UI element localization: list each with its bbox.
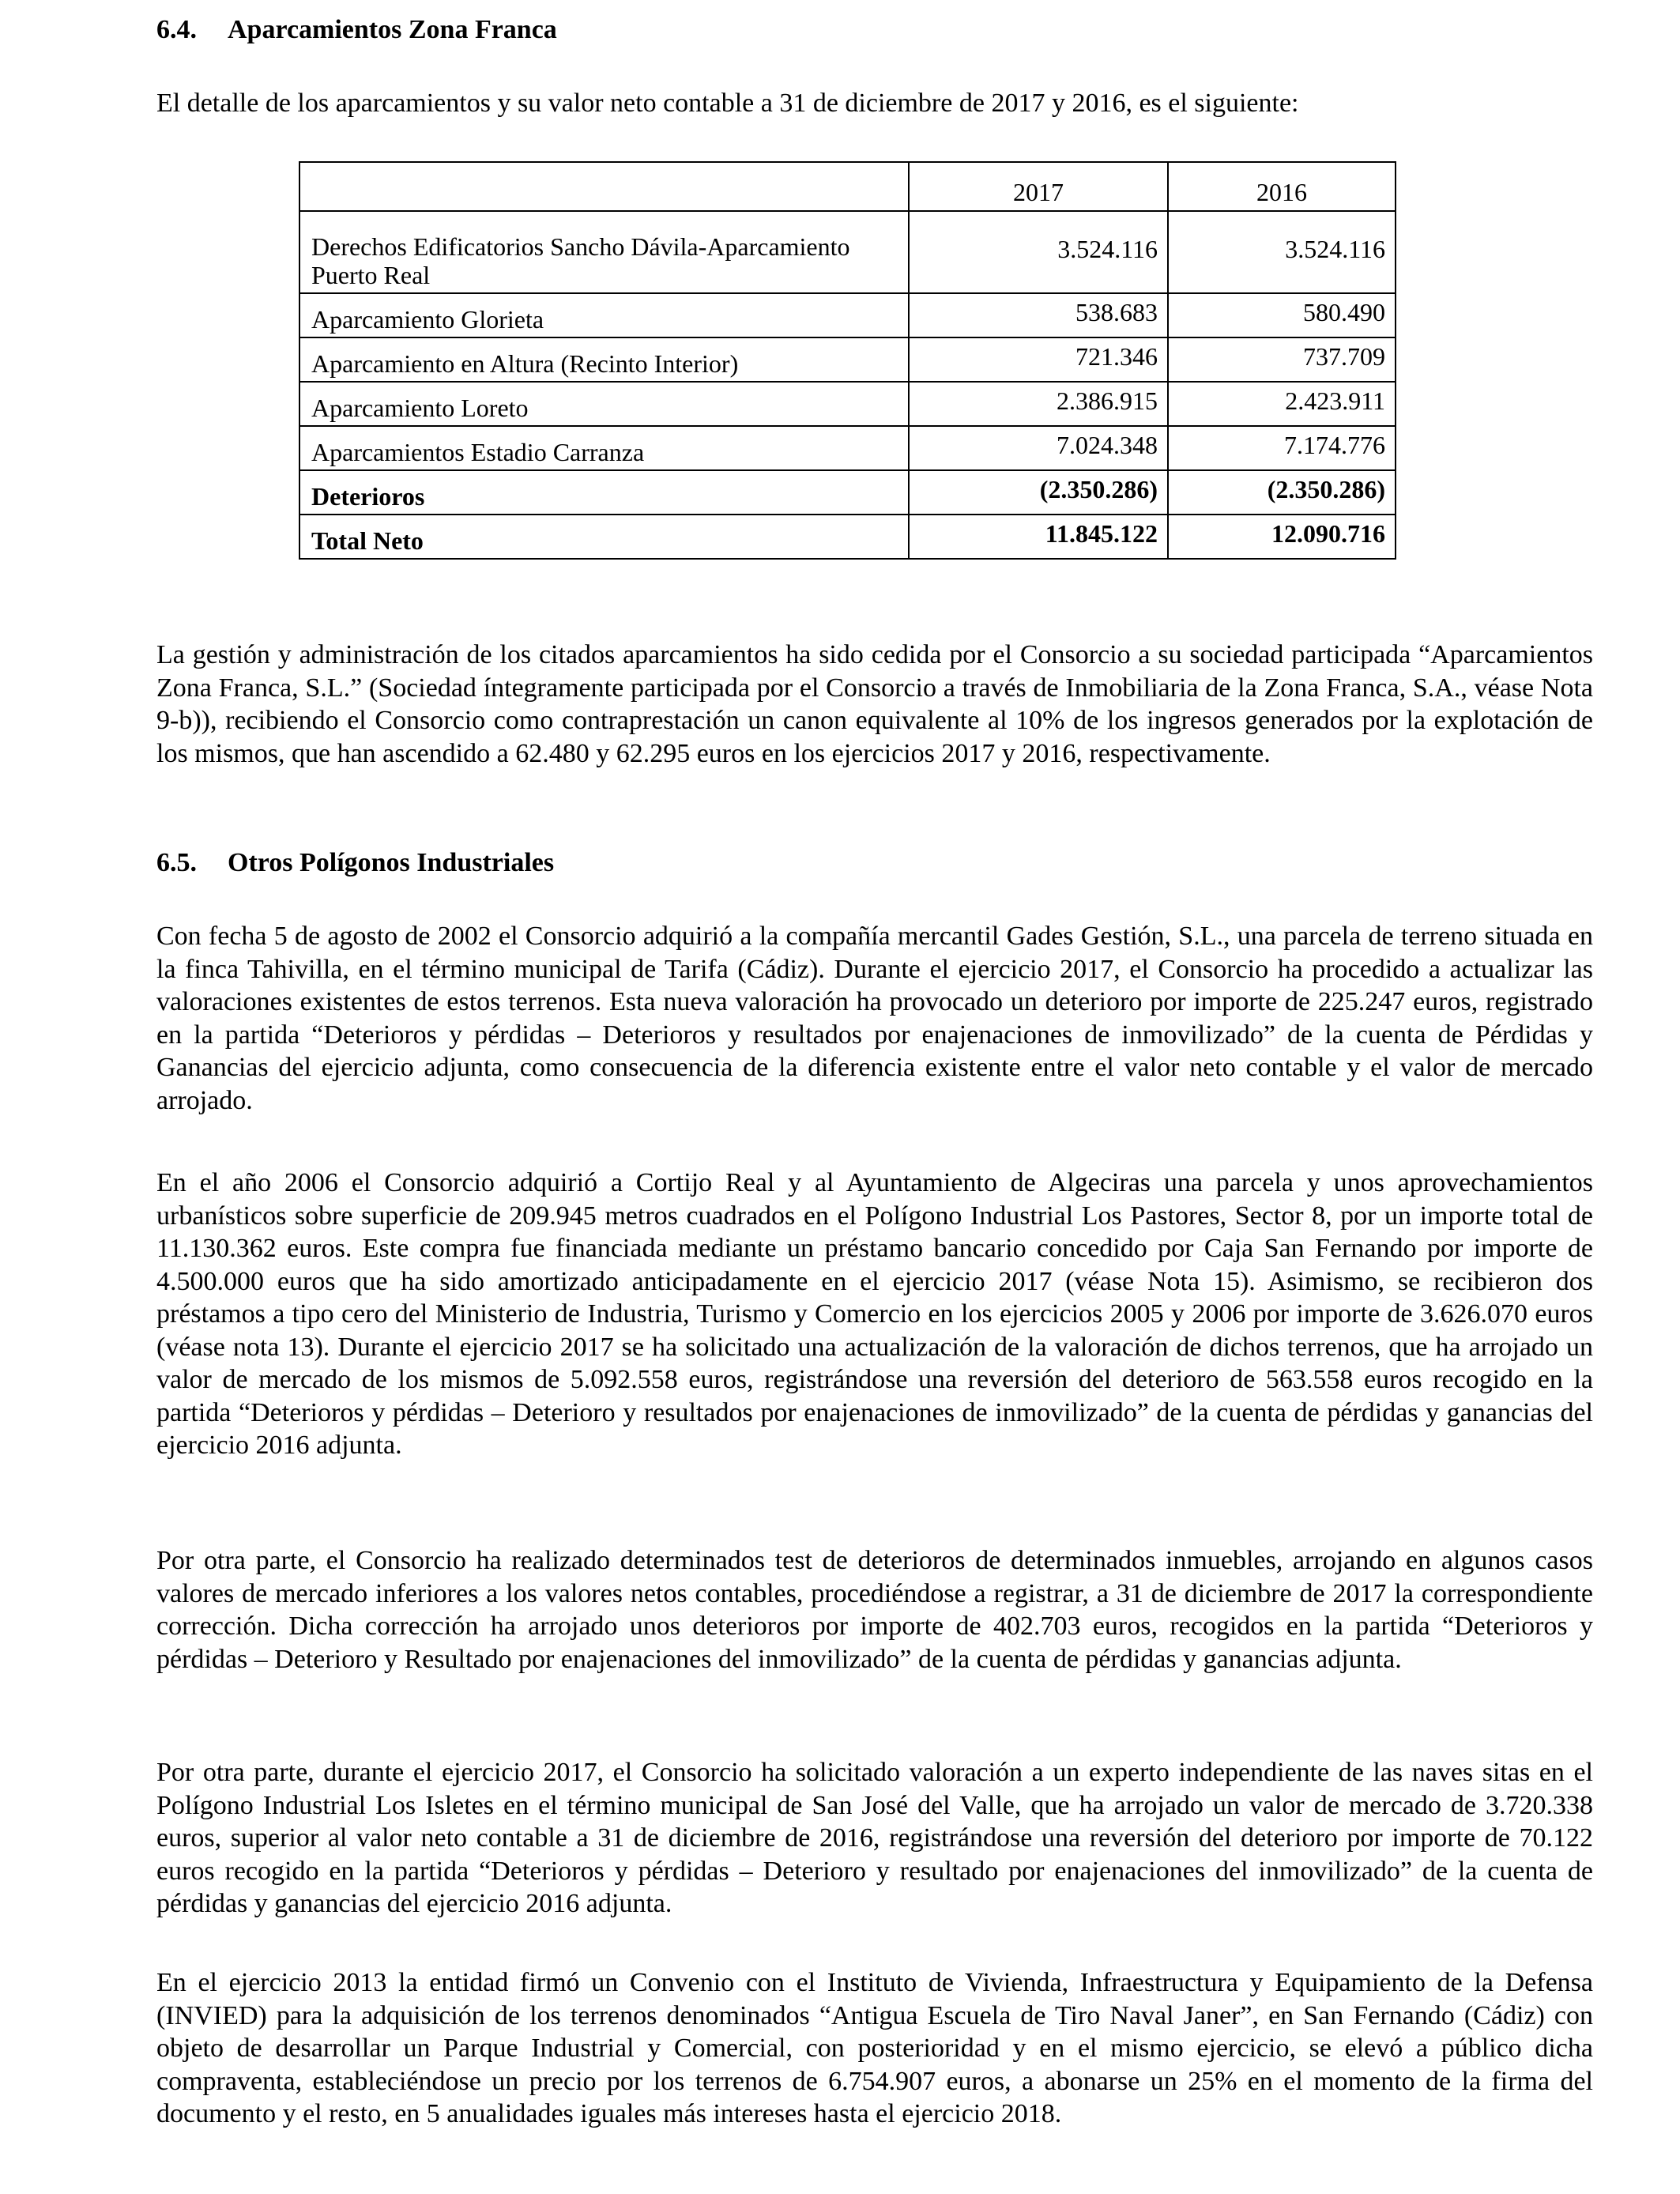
row-value-2017: (2.350.286) [909,470,1168,515]
paragraph-los-isletes: Por otra parte, durante el ejercicio 2017, el Consorcio ha solicitado valoración a un experto independiente de las naves sitas en el Polígono Industrial Los Isletes en el término municipal de San José del Valle, que ha arrojado un valor de mercado de 3.720.338 euros, superior al valor neto contable a 31 de diciembre de 2016, registrándose una reversión del deterioro por importe de 70.122 euros recogido en la partida “Deterioros y pérdidas – Deterioro y resultado por enajenaciones del inmovilizado” de la cuenta de pérdidas y ganancias del ejercicio 2016 adjunta. [156,1758,1593,1918]
table-row [299,426,1396,470]
paragraph-tahivilla: Con fecha 5 de agosto de 2002 el Consorcio adquirió a la compañía mercantil Gades Gestión, S.L., una parcela de terreno situada en la finca Tahivilla, en el término municipal de Tarifa (Cádiz). Durante el ejercicio 2017, el Consorcio ha procedido a actualizar las valoraciones existentes de estos terrenos. Esta nueva valoración ha provocado un deterioro por importe de 225.247 euros, registrado en la partida “Deterioros y pérdidas – Deterioros y resultados por enajenaciones de inmovilizado” de la cuenta de Pérdidas y Ganancias del ejercicio adjunta, como consecuencia de la diferencia existente entre el valor neto contable y el valor de mercado arrojado. [156,922,1593,1115]
table-header-label [299,162,909,211]
table-row [299,337,1396,382]
paragraph-invied: En el ejercicio 2013 la entidad firmó un Convenio con el Instituto de Vivienda, Infraestructura y Equipamiento de la Defensa (INVIED) para la adquisición de los terrenos denominados “Antigua Escuela de Tiro Naval Janer”, en San Fernando (Cádiz) con objeto de desarrollar un Parque Industrial y Comercial, con posterioridad y en el mismo ejercicio, se elevó a público dicha compraventa, estableciéndose un precio por los terrenos de 6.754.907 euros, a abonarse un 25% en el momento de la firma del documento y el resto, en 5 anualidades iguales más intereses hasta el ejercicio 2018. [156,1968,1593,2128]
row-value-2016: (2.350.286) [1168,470,1396,515]
row-label: Aparcamiento Glorieta [299,293,909,337]
table-row-deterioros [299,470,1396,515]
section-number: 6.5. [156,848,197,877]
row-value-2016: 7.174.776 [1168,426,1396,470]
intro-paragraph: El detalle de los aparcamientos y su valor neto contable a 31 de diciembre de 2017 y 2016, es el siguiente: [156,89,1299,118]
section-heading-6-5 [156,846,554,880]
row-value-2016: 580.490 [1168,293,1396,337]
row-value-2016: 12.090.716 [1168,515,1396,559]
row-value-2017: 721.346 [909,337,1168,382]
row-value-2016: 737.709 [1168,337,1396,382]
table-header-row [299,162,1396,211]
row-label: Aparcamiento en Altura (Recinto Interior) [299,337,909,382]
table-row [299,211,1396,293]
row-value-2017: 7.024.348 [909,426,1168,470]
paragraph-los-pastores: En el año 2006 el Consorcio adquirió a Cortijo Real y al Ayuntamiento de Algeciras una parcela y unos aprovechamientos urbanísticos sobre superficie de 209.945 metros cuadrados en el Polígono Industrial Los Pastores, Sector 8, por un importe total de 11.130.362 euros. Este compra fue financiada mediante un préstamo bancario concedido por Caja San Fernando por importe de 4.500.000 euros que ha sido amortizado anticipadamente en el ejercicio 2017 (véase Nota 15). Asimismo, se recibieron dos préstamos a tipo cero del Ministerio de Industria, Turismo y Comercio en los ejercicios 2005 y 2006 por importe de 3.626.070 euros (véase nota 13). Durante el ejercicio 2017 se ha solicitado una actualización de la valoración de dichos terrenos, que ha arrojado un valor de mercado de los mismos de 5.092.558 euros, registrándose una reversión del deterioro de 563.558 euros recogido en la partida “Deterioros y pérdidas – Deterioro y resultados por enajenaciones de inmovilizado” de la cuenta de pérdidas y ganancias del ejercicio 2016 adjunta. [156,1168,1593,1460]
row-label: Total Neto [299,515,909,559]
row-value-2016: 2.423.911 [1168,382,1396,426]
row-label: Aparcamientos Estadio Carranza [299,426,909,470]
section-heading-6-4 [156,13,557,47]
table-row [299,293,1396,337]
row-label: Deterioros [299,470,909,515]
row-value-2017: 11.845.122 [909,515,1168,559]
table-header-2017: 2017 [909,162,1168,211]
paragraph-impairment-tests: Por otra parte, el Consorcio ha realizado determinados test de deterioros de determinados inmuebles, arrojando en algunos casos valores de mercado inferiores a los valores netos contables, procediéndose a registrar, a 31 de diciembre de 2017 la correspondiente corrección. Dicha corrección ha arrojado unos deterioros por importe de 402.703 euros, recogidos en la partida “Deterioros y pérdidas – Deterioro y Resultado por enajenaciones del inmovilizado” de la cuenta de pérdidas y ganancias adjunta. [156,1546,1593,1674]
row-value-2017: 3.524.116 [909,211,1168,293]
section-number: 6.4. [156,15,197,44]
paragraph-parking-management: La gestión y administración de los citados aparcamientos ha sido cedida por el Consorcio a su sociedad participada “Aparcamientos Zona Franca, S.L.” (Sociedad íntegramente participada por el Consorcio a través de Inmobiliaria de la Zona Franca, S.A., véase Nota 9-b)), recibiendo el Consorcio como contraprestación un canon equivalente al 10% de los ingresos generados por la explotación de los mismos, que han ascendido a 62.480 y 62.295 euros en los ejercicios 2017 y 2016, respectivamente. [156,640,1593,768]
table-row-total [299,515,1396,559]
section-title: Aparcamientos Zona Franca [228,15,557,44]
section-title: Otros Polígonos Industriales [228,848,555,877]
row-label: Derechos Edificatorios Sancho Dávila-Aparcamiento Puerto Real [299,211,909,293]
table-header-2016: 2016 [1168,162,1396,211]
table-row [299,382,1396,426]
parking-value-table [299,161,1396,560]
row-label: Aparcamiento Loreto [299,382,909,426]
row-value-2016: 3.524.116 [1168,211,1396,293]
row-value-2017: 538.683 [909,293,1168,337]
row-value-2017: 2.386.915 [909,382,1168,426]
